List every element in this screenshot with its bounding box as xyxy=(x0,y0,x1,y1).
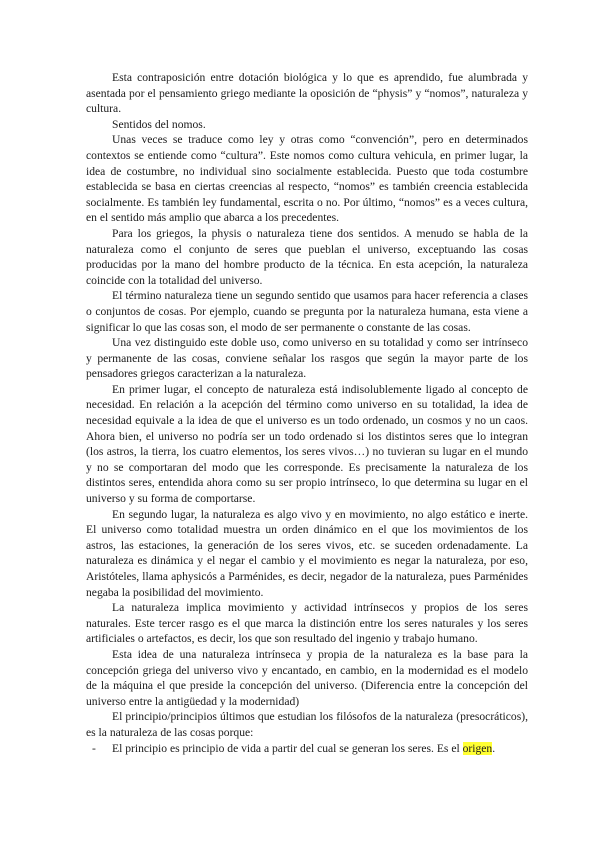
paragraph-physis-nomos: Esta contraposición entre dotación biológica y lo que es aprendido, fue alumbrada y asentada por el pensamiento griego mediante la oposición de “physis” y “nomos”, naturaleza y cultura. xyxy=(86,71,528,116)
principles-list xyxy=(86,741,528,757)
paragraph-movement: En segundo lugar, la naturaleza es algo vivo y en movimiento, no algo estático e inerte. El universo como totalidad muestra un orden dinámico en el que los movimientos de los astros, las estaciones, la generación de los seres vivos, etc. se suceden ordenadamente. La naturaleza es dinámica y el negar el cambio y el movimiento es negar la naturaleza, por eso, Aristóteles, llama aphysicós a Parménides, es decir, negador de la naturaleza, pues Parménides negaba la posibilidad del movimiento. xyxy=(86,507,528,599)
paragraph-physis-senses: Para los griegos, la physis o naturaleza tiene dos sentidos. A menudo se habla de la naturaleza como el conjunto de seres que pueblan el universo, exceptuando las cosas producidas por la mano del hombre producto de la técnica. En esta acepción, la naturaleza coincide con la totalidad del universo. xyxy=(86,226,528,287)
paragraph-modernity: Esta idea de una naturaleza intrínseca y propia de la naturaleza es la base para la concepción griega del universo vivo y encantado, en cambio, en la modernidad es el modelo de la máquina el que preside la concepción del universo. (Diferencia entre la concepción del universo entre la antigüedad y la modernidad) xyxy=(86,647,528,708)
paragraph-second-sense: El término naturaleza tiene un segundo sentido que usamos para hacer referencia a clases o conjuntos de cosas. Por ejemplo, cuando se pregunta por la naturaleza humana, esta viene a significar lo que las cosas son, el modo de ser permanente o constante de las cosas. xyxy=(86,289,528,334)
paragraph-necessity: En primer lugar, el concepto de naturaleza está indisolublemente ligado al concepto de necesidad. En relación a la acepción del término como universo en su totalidad, la idea de necesidad equivale a la idea de que el universo es un todo ordenado, un cosmos y no un caos. Ahora bien, el universo no podría ser un todo ordenado si los distintos seres que lo integran (los astros, la tierra, los cuatro elementos, los seres vivos…) no tuvieran su lugar en el mundo y no se comportaran del modo que les corresponde. Es precisamente la naturaleza de los distintos seres, entendida ahora como su ser propio intrínseco, lo que determina su lugar en el universo y su forma de comportarse. xyxy=(86,382,528,506)
paragraph-intrinsic-activity: La naturaleza implica movimiento y actividad intrínsecos y propios de los seres naturales. Este tercer rasgo es el que marca la distinción entre los seres naturales y los seres artificiales o artefactos, es decir, los que son resultado del ingenio y trabajo humano. xyxy=(86,601,528,646)
paragraph-nomos-meanings: Unas veces se traduce como ley y otras como “convención”, pero en determinados contextos se entiende como “cultura”. Este nomos como cultura vehicula, en primer lugar, la idea de costumbre, no individual sino socialmente establecida. Puesto que toda costumbre establecida se basa en ciertas creencias al respecto, “nomos” es también creencia establecida socialmente. Es también ley fundamental, escrita o no. Por último, “nomos” es a veces cultura, en el sentido más amplio que abarca a los precedentes. xyxy=(86,133,528,225)
list-item xyxy=(86,741,528,757)
paragraph-double-use: Una vez distinguido este doble uso, como universo en su totalidad y como ser intrínseco y permanente de las cosas, conviene señalar los rasgos que según la mayor parte de los pensadores griegos caracterizan a la naturaleza. xyxy=(86,336,528,381)
section-heading-nomos: Sentidos del nomos. xyxy=(112,117,206,131)
list-item-end: . xyxy=(492,741,496,755)
list-bullet: - xyxy=(92,741,96,755)
paragraph-principles: El principio/principios últimos que estudian los filósofos de la naturaleza (presocráticos), es la naturaleza de las cosas porque: xyxy=(86,710,528,739)
highlighted-word: origen xyxy=(462,741,493,755)
list-item-text: El principio es principio de vida a partir del cual se generan los seres. Es el xyxy=(112,741,463,755)
